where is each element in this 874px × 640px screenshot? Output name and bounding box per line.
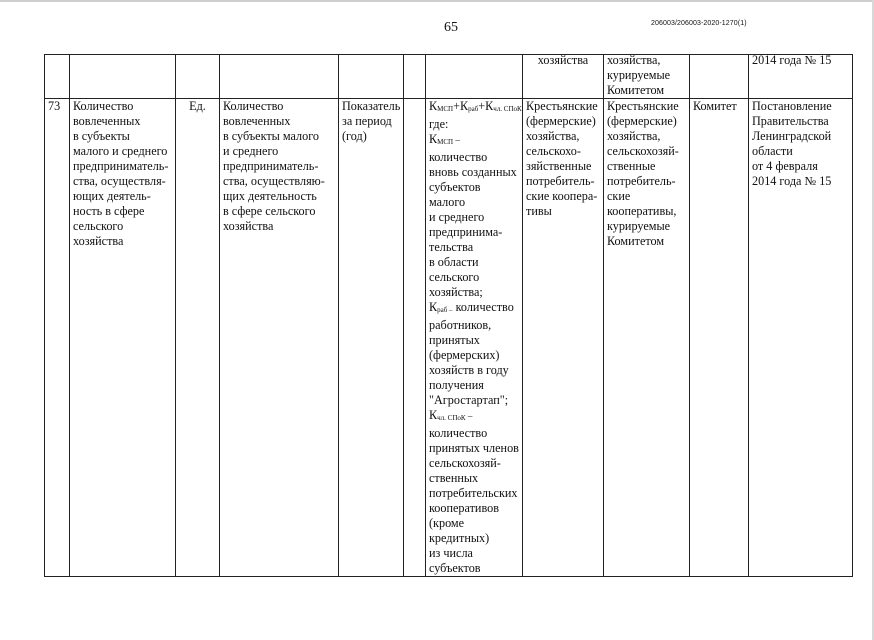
text-line: субъектов	[429, 561, 481, 575]
cell-target	[523, 99, 604, 577]
term-chl-label	[429, 408, 519, 426]
text-line: малого и среднего	[73, 144, 168, 158]
text-line: щих деятельность	[223, 189, 317, 203]
cell-empty	[690, 55, 749, 99]
text-line: вовлеченных	[223, 114, 291, 128]
cell-unit	[176, 99, 220, 577]
text-line: (кроме	[429, 516, 465, 530]
text-line: Комитет	[693, 99, 737, 113]
text-line: работников,	[429, 318, 492, 332]
indicator-row	[45, 99, 853, 577]
cell-indicator-name	[70, 99, 176, 577]
text-line: Показатель	[342, 99, 401, 113]
text-line: от 4 февраля	[752, 159, 818, 173]
text-line: ские коопера-	[526, 189, 598, 203]
text-line: хозяйства	[73, 234, 124, 248]
cell-empty	[339, 55, 404, 99]
text-line: Количество	[223, 99, 284, 113]
unit-text: Ед.	[189, 99, 206, 113]
text-line: вовлеченных	[73, 114, 141, 128]
term-rab-label	[429, 300, 519, 318]
text-line: хозяйства,	[526, 129, 580, 143]
cell-empty	[70, 55, 176, 99]
term-sub: МСП	[437, 138, 454, 146]
cell-empty	[45, 55, 70, 99]
text-line: Количество	[73, 99, 134, 113]
text-line: сельскохозяй-	[429, 456, 501, 470]
text-line: (фермерские)	[607, 114, 677, 128]
cell-empty	[426, 55, 523, 99]
term-dash: –	[453, 135, 460, 145]
text-line: за период	[342, 114, 392, 128]
term-sub: чл. СПоК	[437, 414, 466, 422]
text-line: предпринима-	[429, 225, 503, 239]
text-line: предприниматель-	[73, 159, 169, 173]
text-line: тельства	[429, 240, 474, 254]
text-line: сельскохозяй-	[607, 144, 679, 158]
formula-k: К	[459, 99, 469, 113]
indicator-table	[44, 54, 853, 577]
text-line: кредитных)	[429, 531, 490, 545]
cell-empty	[404, 55, 426, 99]
formula-k: К	[429, 300, 438, 314]
text-line: сельского	[73, 219, 124, 233]
formula-sub-msp: МСП	[437, 105, 454, 113]
formula-k: К	[485, 99, 494, 113]
formula-k: К	[429, 408, 438, 422]
text-line: сельскохо-	[526, 144, 581, 158]
text-line: Ленинградской	[752, 129, 832, 143]
formula-sub-chl: чл. СПоК	[493, 105, 522, 113]
text-line: (фермерских)	[429, 348, 500, 362]
text-line: зяйственные	[526, 159, 592, 173]
text-line: ственных	[429, 471, 479, 485]
formula-plus: +	[453, 99, 460, 113]
text-line: принятых	[429, 333, 480, 347]
text-line: вновь созданных	[429, 165, 517, 179]
term-dash: –	[465, 411, 473, 421]
text-line: хозяйства	[537, 54, 589, 67]
text-line: курируемые	[607, 219, 671, 233]
formula-sub-rab: раб	[468, 105, 479, 113]
text-line: ские	[607, 189, 631, 203]
formula-line	[429, 99, 522, 117]
text-line: хозяйства;	[429, 285, 483, 299]
text-line: где:	[429, 117, 449, 131]
text-line: ства, осуществляю-	[223, 174, 325, 188]
text-line: Комитетом	[607, 234, 665, 248]
text-line: Постановление	[752, 99, 832, 113]
cell-source	[749, 99, 853, 577]
cell-empty	[220, 55, 339, 99]
formula-k: К	[429, 99, 438, 113]
text-line: (год)	[342, 129, 367, 143]
cell-target-continued	[523, 55, 604, 99]
text-line: ственные	[607, 159, 656, 173]
text-line: 2014 года № 15	[752, 54, 832, 67]
cell-indicator-type	[339, 99, 404, 577]
term-msp-label	[429, 132, 519, 150]
text-line: предприниматель-	[223, 159, 319, 173]
continued-row	[45, 55, 853, 99]
text-line: сельского	[429, 270, 480, 284]
text-line: потребительских	[429, 486, 518, 500]
cell-definition	[220, 99, 339, 577]
text-line: и среднего	[429, 210, 485, 224]
cell-empty	[176, 55, 220, 99]
cell-recipients-continued	[604, 55, 690, 99]
text-line: получения	[429, 378, 484, 392]
text-line: хозяйств в году	[429, 363, 509, 377]
page-number: 65	[444, 20, 458, 35]
cell-row-number	[45, 99, 70, 577]
text-line: из числа	[429, 546, 473, 560]
text-line: Крестьянские	[526, 99, 598, 113]
text-line: в области	[429, 255, 479, 269]
text-line: хозяйства,	[607, 129, 661, 143]
term-sub: раб –	[437, 306, 453, 314]
formula-plus: +	[478, 99, 486, 113]
text-line: субъектов	[429, 180, 481, 194]
text-line: тивы	[526, 204, 552, 218]
text-line: Комитетом	[607, 83, 665, 97]
text-line: ющих деятель-	[73, 189, 151, 203]
row-number: 73	[48, 99, 61, 113]
text-line: Правительства	[752, 114, 829, 128]
text-line: кооперативов	[429, 501, 499, 515]
text-line: потребитель-	[526, 174, 595, 188]
text-line: ства, осуществля-	[73, 174, 166, 188]
cell-formula	[426, 99, 523, 577]
text-line: потребитель-	[607, 174, 676, 188]
text-line: в субъекты	[73, 129, 130, 143]
cell-empty	[404, 99, 426, 577]
text-line: в субъекты малого	[223, 129, 320, 143]
cell-source-continued	[749, 55, 853, 99]
text-line: ность в сфере	[73, 204, 145, 218]
text-line: курируемые	[607, 68, 671, 82]
text-line: "Агростартап";	[429, 393, 509, 407]
cell-responsible	[690, 99, 749, 577]
term-first-word: количество	[452, 300, 514, 314]
text-line: в сфере сельского	[223, 204, 316, 218]
text-line: (фермерские)	[526, 114, 596, 128]
text-line: 2014 года № 15	[752, 174, 832, 188]
cell-recipients	[604, 99, 690, 577]
text-line: кооперативы,	[607, 204, 677, 218]
text-line: количество	[429, 150, 488, 164]
formula-k: К	[429, 132, 438, 146]
text-line: хозяйства	[223, 219, 274, 233]
document-id: 206003/206003-2020-1270(1)	[651, 20, 747, 27]
text-line: количество	[429, 426, 488, 440]
scan-top-edge	[0, 0, 874, 2]
text-line: Крестьянские	[607, 99, 679, 113]
text-line: принятых членов	[429, 441, 519, 455]
text-line: и среднего	[223, 144, 279, 158]
text-line: хозяйства,	[607, 54, 661, 67]
text-line: области	[752, 144, 793, 158]
text-line: малого	[429, 195, 466, 209]
